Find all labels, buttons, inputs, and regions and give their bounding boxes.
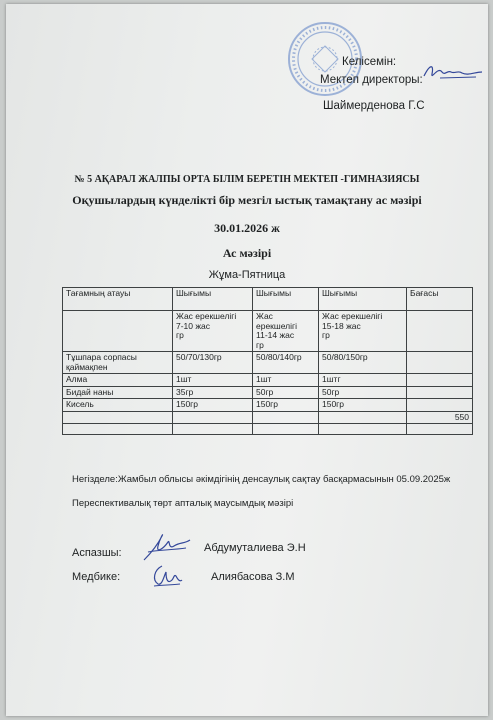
perspective-note: Переспективалық төрт апталық маусымдық мәзірі <box>72 498 294 509</box>
total-row <box>63 411 473 424</box>
age-group-11-14: Жас ерекшелігі 11-14 жас гр <box>253 311 319 352</box>
menu-table <box>62 287 473 435</box>
yield-15-18: 50/80/150гр <box>319 352 407 374</box>
empty-cell <box>63 311 173 352</box>
empty-cell <box>253 411 319 424</box>
cook-name: Абдумуталиева Э.Н <box>204 542 306 554</box>
yield-11-14: 150гр <box>253 399 319 412</box>
yield-7-10: 150гр <box>173 399 253 412</box>
nurse-name: Алиябасова З.М <box>211 571 295 583</box>
empty-row <box>63 424 473 435</box>
empty-cell <box>319 424 407 435</box>
empty-cell <box>173 424 253 435</box>
yield-15-18: 1штг <box>319 374 407 387</box>
table-header-row <box>63 288 473 311</box>
age-group-row <box>63 311 473 352</box>
dish-price <box>407 399 473 412</box>
empty-cell <box>407 311 473 352</box>
nurse-label: Медбике: <box>72 571 121 583</box>
header-yield-3: Шығымы <box>319 288 407 311</box>
yield-15-18: 50гр <box>319 386 407 399</box>
director-label: Мектеп директоры: <box>320 74 423 86</box>
header-yield-1: Шығымы <box>173 288 253 311</box>
age-group-7-10: Жас ерекшелігі 7-10 жас гр <box>173 311 253 352</box>
yield-11-14: 50/80/140гр <box>253 352 319 374</box>
dish-price <box>407 386 473 399</box>
yield-7-10: 35гр <box>173 386 253 399</box>
dish-price <box>407 352 473 374</box>
document-page <box>6 4 488 716</box>
dish-name: Алма <box>63 374 173 387</box>
approved-label: Келісемін: <box>342 56 397 68</box>
empty-cell <box>173 411 253 424</box>
dish-name: Бидай наны <box>63 386 173 399</box>
menu-title: Оқушылардың күнделікті бір мезгіл ыстық тамақтану ас мәзірі <box>72 193 422 207</box>
header-dish-name: Тағамның атауы <box>63 288 173 311</box>
director-name: Шаймерденова Г.С <box>323 100 425 112</box>
total-price: 550 <box>407 411 473 424</box>
header-price: Бағасы <box>407 288 473 311</box>
table-row <box>63 374 473 387</box>
yield-11-14: 1шт <box>253 374 319 387</box>
director-signature-icon <box>420 60 484 84</box>
yield-11-14: 50гр <box>253 386 319 399</box>
basis-note: Негізделе:Жамбыл облысы әкімдігінің денсаулық сақтау басқармасынын 05.09.2025ж <box>72 474 451 485</box>
empty-cell <box>63 424 173 435</box>
menu-day: Жұма-Пятница <box>208 269 286 281</box>
empty-cell <box>319 411 407 424</box>
nurse-signature-icon <box>148 562 184 590</box>
dish-name: Тұшпара сорпасы қаймақпен <box>63 352 173 374</box>
cook-label: Аспазшы: <box>72 547 122 559</box>
age-group-15-18: Жас ерекшелігі 15-18 жас гр <box>319 311 407 352</box>
empty-cell <box>253 424 319 435</box>
menu-date: 30.01.2026 ж <box>214 221 280 235</box>
dish-name: Кисель <box>63 399 173 412</box>
header-yield-2: Шығымы <box>253 288 319 311</box>
dish-price <box>407 374 473 387</box>
menu-label: Ас мәзірі <box>222 246 272 260</box>
cook-signature-icon <box>138 530 194 564</box>
school-name: № 5 АҚАРАЛ ЖАЛПЫ ОРТА БІЛІМ БЕРЕТІН МЕКТЕП -ГИМНАЗИЯСЫ <box>74 174 420 185</box>
yield-7-10: 1шт <box>173 374 253 387</box>
yield-15-18: 150гр <box>319 399 407 412</box>
table-row <box>63 352 473 374</box>
empty-cell <box>63 411 173 424</box>
table-row <box>63 399 473 412</box>
yield-7-10: 50/70/130гр <box>173 352 253 374</box>
table-row <box>63 386 473 399</box>
empty-cell <box>407 424 473 435</box>
